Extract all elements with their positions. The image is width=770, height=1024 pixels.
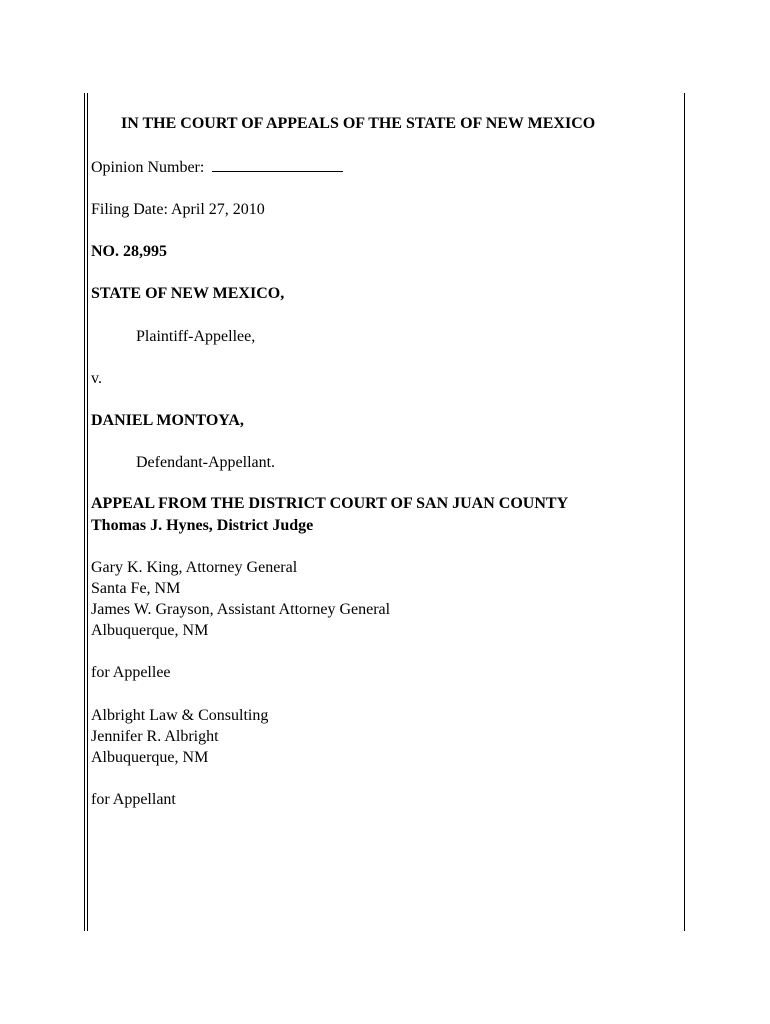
appeal-from: APPEAL FROM THE DISTRICT COURT OF SAN JUAN COUNTY xyxy=(91,495,569,512)
appellant-counsel-line: Albuquerque, NM xyxy=(91,749,209,766)
left-margin-rule-outer xyxy=(84,93,85,931)
appellant-counsel-line: Albright Law & Consulting xyxy=(91,707,269,724)
right-margin-rule xyxy=(684,93,685,931)
appellee-counsel-line: Santa Fe, NM xyxy=(91,580,181,597)
appellee-counsel-line: James W. Grayson, Assistant Attorney General xyxy=(91,601,391,618)
plaintiff-name: STATE OF NEW MEXICO, xyxy=(91,285,285,302)
appellee-counsel-line: Gary K. King, Attorney General xyxy=(91,559,298,576)
appellee-counsel-line: Albuquerque, NM xyxy=(91,622,209,639)
filing-date: Filing Date: April 27, 2010 xyxy=(91,201,265,218)
left-margin-rule-inner xyxy=(87,93,88,931)
defendant-name: DANIEL MONTOYA, xyxy=(91,412,244,429)
court-title: IN THE COURT OF APPEALS OF THE STATE OF NEW MEXICO xyxy=(121,115,596,132)
defendant-role: Defendant-Appellant. xyxy=(136,454,276,471)
appellant-counsel-line: Jennifer R. Albright xyxy=(91,728,219,745)
district-judge: Thomas J. Hynes, District Judge xyxy=(91,517,314,534)
case-number: NO. 28,995 xyxy=(91,243,167,260)
for-appellee: for Appellee xyxy=(91,664,171,681)
for-appellant: for Appellant xyxy=(91,791,176,808)
versus: v. xyxy=(91,370,102,387)
opinion-number xyxy=(91,157,343,178)
opinion-number-label: Opinion Number: xyxy=(91,159,205,176)
plaintiff-role: Plaintiff-Appellee, xyxy=(136,328,256,345)
opinion-number-blank xyxy=(212,157,343,172)
